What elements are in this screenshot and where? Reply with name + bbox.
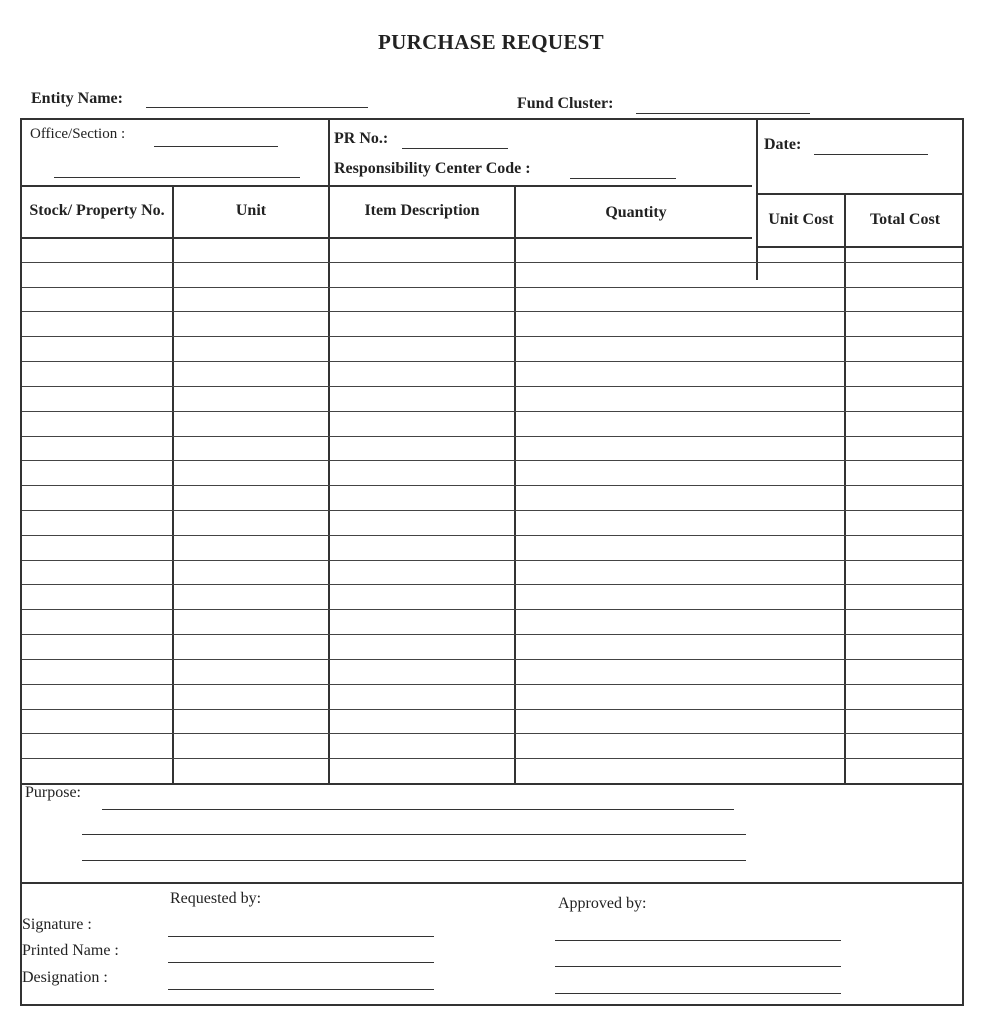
- requested-signature-line[interactable]: [168, 936, 434, 937]
- office-section-field[interactable]: [154, 146, 278, 147]
- column-divider: [172, 185, 174, 783]
- table-row-line: [22, 535, 962, 536]
- table-row-line: [22, 733, 962, 734]
- col-header-unit: Unit: [235, 202, 267, 219]
- purpose-separator: [22, 783, 962, 785]
- entity-name-label: Entity Name:: [31, 90, 123, 107]
- approved-signature-line[interactable]: [555, 940, 841, 941]
- approved-printed-name-line[interactable]: [555, 966, 841, 967]
- header-divider: [328, 120, 330, 185]
- column-header-separator: [22, 237, 752, 239]
- requested-by-label: Requested by:: [170, 890, 262, 907]
- signature-label: Signature :: [22, 916, 92, 933]
- table-row-line: [22, 709, 962, 710]
- fund-cluster-label: Fund Cluster:: [517, 95, 614, 112]
- designation-label: Designation :: [22, 969, 108, 986]
- purpose-line-3[interactable]: [82, 860, 746, 861]
- requested-printed-name-line[interactable]: [168, 962, 434, 963]
- purpose-line-1[interactable]: [102, 809, 734, 810]
- responsibility-center-field[interactable]: [570, 178, 676, 179]
- requested-designation-line[interactable]: [168, 989, 434, 990]
- office-section-label: Office/Section :: [30, 126, 126, 142]
- column-divider: [514, 185, 516, 783]
- printed-name-label: Printed Name :: [22, 942, 119, 959]
- purchase-request-form: [20, 118, 964, 1006]
- table-row-line: [22, 436, 962, 437]
- fund-cluster-field[interactable]: [636, 113, 810, 114]
- approved-by-label: Approved by:: [558, 895, 647, 912]
- col-header-total-cost: Total Cost: [869, 211, 941, 228]
- table-row-line: [22, 287, 962, 288]
- table-row-line: [22, 560, 962, 561]
- purpose-line-2[interactable]: [82, 834, 746, 835]
- pr-no-label: PR No.:: [334, 130, 389, 147]
- table-row-line: [22, 262, 962, 263]
- table-row-line: [22, 684, 962, 685]
- table-row-line: [22, 510, 962, 511]
- table-row-line: [22, 659, 962, 660]
- table-row-line: [22, 361, 962, 362]
- table-row-line: [22, 584, 962, 585]
- signature-separator: [22, 882, 962, 884]
- table-row-line: [22, 460, 962, 461]
- table-row-line: [22, 311, 962, 312]
- col-header-quantity: Quantity: [605, 204, 667, 221]
- date-label: Date:: [764, 136, 802, 153]
- office-section-field-line2[interactable]: [54, 177, 300, 178]
- column-header-separator: [756, 246, 962, 248]
- column-divider: [328, 185, 330, 783]
- col-header-stock-property-no: Stock/ Property No.: [29, 202, 165, 219]
- approved-designation-line[interactable]: [555, 993, 841, 994]
- responsibility-center-label: Responsibility Center Code :: [334, 160, 531, 177]
- table-row-line: [22, 609, 962, 610]
- table-row-line: [22, 411, 962, 412]
- pr-no-field[interactable]: [402, 148, 508, 149]
- page-title: PURCHASE REQUEST: [378, 30, 604, 54]
- purpose-label: Purpose:: [25, 784, 81, 801]
- column-divider: [844, 193, 846, 783]
- table-row-line: [22, 386, 962, 387]
- table-row-line: [22, 336, 962, 337]
- col-header-unit-cost: Unit Cost: [768, 211, 834, 228]
- table-row-line: [22, 758, 962, 759]
- table-row-line: [22, 634, 962, 635]
- entity-name-field[interactable]: [146, 107, 368, 108]
- date-field[interactable]: [814, 154, 928, 155]
- table-row-line: [22, 485, 962, 486]
- col-header-item-description: Item Description: [364, 202, 480, 219]
